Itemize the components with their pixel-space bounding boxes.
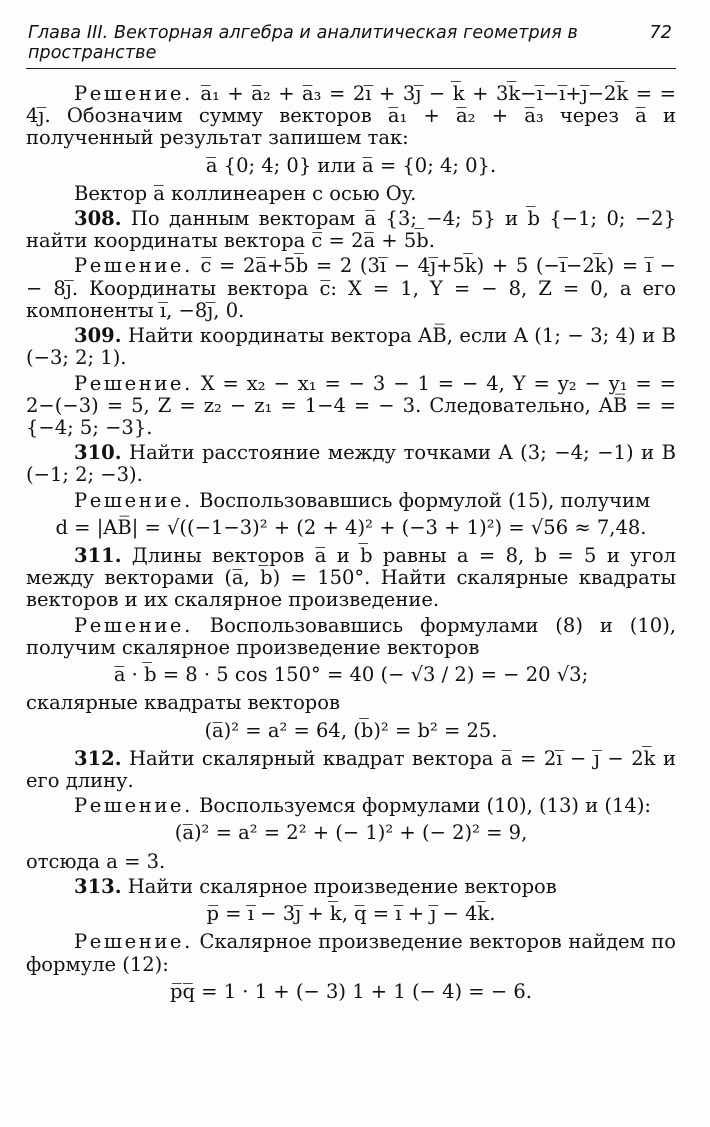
paragraph-text: Найти расстояние между точками A (3; −4; −1) и B (−1; 2; −3).: [26, 441, 676, 487]
page-body: [26, 83, 676, 1003]
solution-label: Решение.: [74, 254, 193, 278]
paragraph-text: Воспользовавшись формулой (15), получим: [192, 488, 651, 512]
problem-number: 308.: [74, 206, 122, 230]
paragraph-text: Найти координаты вектора AB̅, если A (1; − 3; 4) и B (−3; 2; 1).: [26, 324, 676, 370]
solution: [26, 255, 676, 322]
page-number: 72: [649, 23, 672, 43]
solution: [26, 931, 676, 975]
paragraph-text: Найти скалярный квадрат вектора a̅ = 2i̅ − j̅ − 2k̅ и его длину.: [26, 746, 676, 792]
problem-statement: [26, 325, 676, 369]
problem-number: 310.: [74, 441, 122, 465]
solution: [26, 490, 676, 512]
problem-statement: [26, 876, 676, 898]
solution-label: Решение.: [74, 613, 193, 637]
chapter-title: Глава III. Векторная алгебра и аналитическая геометрия в пространстве: [28, 23, 578, 63]
problem-statement: [26, 748, 676, 792]
formula: p̅ = i̅ − 3j̅ + k̅, q̅ = i̅ + j̅ − 4k̅.: [206, 902, 496, 926]
solution-label: Решение.: [74, 371, 193, 395]
solution: [26, 795, 676, 817]
solution-label: Решение.: [74, 930, 193, 954]
formula: a̅ · b̅ = 8 · 5 cos 150° = 40 (− √3 / 2) = − 20 √3;: [113, 663, 589, 687]
paragraph-text: Воспользовавшись формулами (8) и (10), получим скалярное произведение векторов: [26, 613, 676, 659]
solution-label: Решение.: [74, 488, 193, 512]
paragraph-text: c̅ = 2a̅+5b̅ = 2 (3i̅ − 4j̅+5k̅) + 5 (−i̅−2k̅) = i̅ − − 8j̅. Координаты вектора c̅: X = 1, Y = − 8, Z = 0, а его компоненты i̅, −8j̅, 0.: [26, 254, 676, 322]
paragraph: скалярные квадраты векторов: [26, 691, 341, 715]
formula: (a̅)² = a² = 2² + (− 1)² + (− 2)² = 9,: [174, 821, 528, 845]
paragraph-text: Воспользуемся формулами (10), (13) и (14):: [192, 794, 651, 818]
formula: a̅ {0; 4; 0} или a̅ = {0; 4; 0}.: [205, 153, 497, 177]
paragraph-text: Найти скалярное произведение векторов: [121, 874, 557, 898]
solution-label: Решение.: [74, 794, 193, 818]
formula: p̅q̅ = 1 · 1 + (− 3) 1 + 1 (− 4) = − 6.: [170, 979, 532, 1003]
formula: (a̅)² = a² = 64, (b̅)² = b² = 25.: [204, 718, 498, 742]
problem-number: 312.: [74, 746, 122, 770]
problem-number: 309.: [74, 324, 122, 348]
paragraph: отсюда a = 3.: [26, 849, 166, 873]
solution-label: Решение.: [74, 81, 193, 105]
problem-statement: [26, 208, 676, 252]
paragraph: Вектор a̅ коллинеарен с осью Oy.: [74, 181, 417, 205]
solution: [26, 373, 676, 440]
paragraph-text: a̅₁ + a̅₂ + a̅₃ = 2i̅ + 3j̅ − k̅ + 3k̅−i̅−i̅+j̅−2k̅ = = 4j̅. Обозначим сумму векторов a̅₁ + a̅₂ + a̅₃ через a̅ и полученный результат запишем так:: [26, 81, 676, 150]
solution: [26, 83, 676, 150]
problem-statement: [26, 545, 676, 612]
problem-statement: [26, 442, 676, 486]
problem-number: 311.: [74, 544, 122, 568]
running-header: [26, 24, 676, 69]
problem-number: 313.: [74, 874, 122, 898]
paragraph-text: X = x₂ − x₁ = − 3 − 1 = − 4, Y = y₂ − y₁ = = 2−(−3) = 5, Z = z₂ − z₁ = 1−4 = − 3. Следовательно, AB̅ = = {−4; 5; −3}.: [26, 371, 676, 439]
paragraph-text: Длины векторов a̅ и b̅ равны a = 8, b = 5 и угол между векторами (a̅, b̅) = 150°. Найти скалярные квадраты векторов и их скалярное произведение.: [26, 544, 676, 612]
paragraph-text: По данным векторам a̅ {3; −4; 5} и b̅ {−1; 0; −2} найти координаты вектора c̅ = 2a̅ + 5b̅.: [26, 206, 676, 253]
solution: [26, 615, 676, 659]
formula: d = |AB̅| = √((−1−3)² + (2 + 4)² + (−3 + 1)²) = √56 ≈ 7,48.: [55, 515, 647, 539]
paragraph-text: Скалярное произведение векторов найдем по формуле (12):: [26, 930, 676, 976]
page: [26, 24, 676, 1009]
